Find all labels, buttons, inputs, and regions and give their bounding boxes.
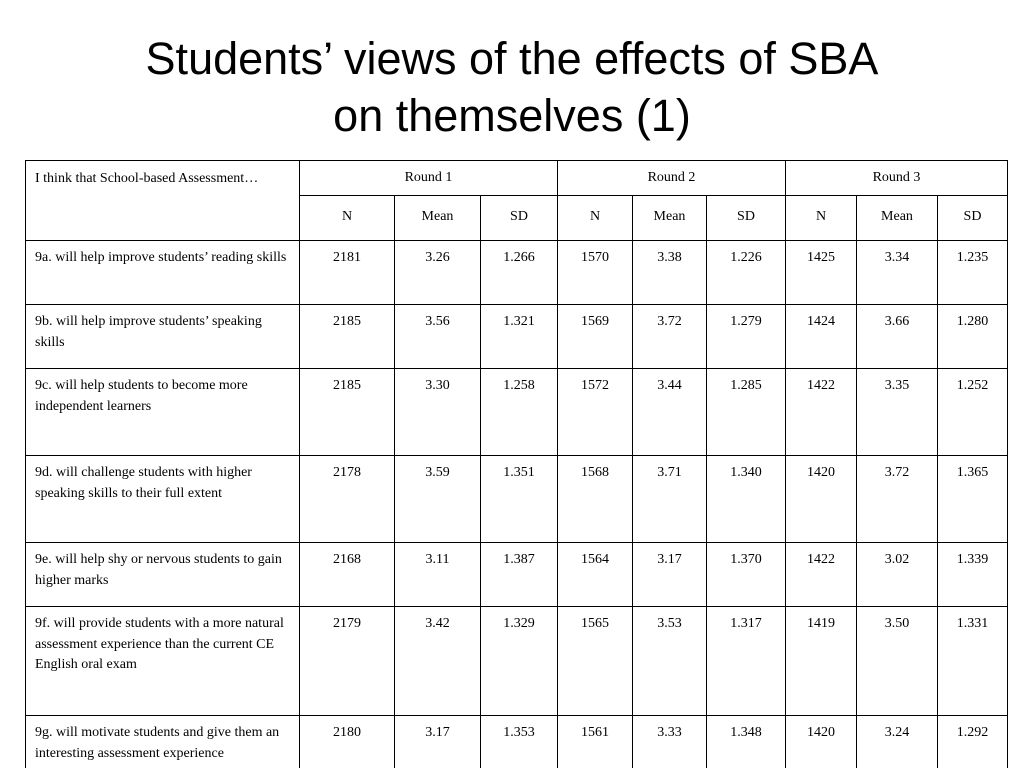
- cell-mean: 3.24: [857, 716, 938, 768]
- round-3-header: Round 3: [786, 161, 1008, 196]
- cell-n: 1564: [558, 543, 633, 607]
- cell-sd: 1.365: [938, 456, 1008, 543]
- cell-sd: 1.387: [481, 543, 558, 607]
- row-label: 9e. will help shy or nervous students to gain higher marks: [26, 543, 300, 607]
- cell-n: 1425: [786, 241, 857, 305]
- cell-n: 1424: [786, 305, 857, 369]
- cell-n: 1561: [558, 716, 633, 768]
- cell-n: 2168: [300, 543, 395, 607]
- cell-sd: 1.285: [707, 369, 786, 456]
- cell-mean: 3.44: [633, 369, 707, 456]
- cell-sd: 1.339: [938, 543, 1008, 607]
- cell-sd: 1.226: [707, 241, 786, 305]
- cell-n: 2185: [300, 305, 395, 369]
- col-header-n: N: [558, 196, 633, 241]
- cell-sd: 1.331: [938, 607, 1008, 716]
- cell-mean: 3.34: [857, 241, 938, 305]
- row-label: 9b. will help improve students’ speaking skills: [26, 305, 300, 369]
- col-header-mean: Mean: [857, 196, 938, 241]
- col-header-n: N: [786, 196, 857, 241]
- col-header-mean: Mean: [395, 196, 481, 241]
- table-row: [26, 369, 1008, 456]
- cell-mean: 3.33: [633, 716, 707, 768]
- cell-sd: 1.348: [707, 716, 786, 768]
- cell-sd: 1.370: [707, 543, 786, 607]
- col-header-n: N: [300, 196, 395, 241]
- row-label: 9g. will motivate students and give them an interesting assessment experience: [26, 716, 300, 768]
- cell-n: 1420: [786, 716, 857, 768]
- cell-mean: 3.72: [857, 456, 938, 543]
- cell-n: 1422: [786, 543, 857, 607]
- cell-sd: 1.317: [707, 607, 786, 716]
- row-label: 9a. will help improve students’ reading skills: [26, 241, 300, 305]
- cell-sd: 1.292: [938, 716, 1008, 768]
- cell-sd: 1.235: [938, 241, 1008, 305]
- cell-mean: 3.02: [857, 543, 938, 607]
- cell-n: 2185: [300, 369, 395, 456]
- results-table: [25, 160, 1008, 768]
- cell-sd: 1.258: [481, 369, 558, 456]
- col-header-sd: SD: [938, 196, 1008, 241]
- cell-sd: 1.279: [707, 305, 786, 369]
- cell-mean: 3.17: [395, 716, 481, 768]
- col-header-sd: SD: [707, 196, 786, 241]
- cell-n: 1572: [558, 369, 633, 456]
- round-2-header: Round 2: [558, 161, 786, 196]
- cell-mean: 3.59: [395, 456, 481, 543]
- cell-sd: 1.329: [481, 607, 558, 716]
- cell-sd: 1.351: [481, 456, 558, 543]
- round-1-header: Round 1: [300, 161, 558, 196]
- cell-mean: 3.35: [857, 369, 938, 456]
- cell-mean: 3.71: [633, 456, 707, 543]
- cell-n: 2179: [300, 607, 395, 716]
- row-label: 9c. will help students to become more independent learners: [26, 369, 300, 456]
- cell-mean: 3.30: [395, 369, 481, 456]
- cell-mean: 3.42: [395, 607, 481, 716]
- cell-n: 1570: [558, 241, 633, 305]
- row-label: 9d. will challenge students with higher speaking skills to their full extent: [26, 456, 300, 543]
- cell-n: 1420: [786, 456, 857, 543]
- slide-title-line-2: on themselves (1): [333, 90, 691, 141]
- table-row: [26, 305, 1008, 369]
- row-label: 9f. will provide students with a more natural assessment experience than the current CE English oral exam: [26, 607, 300, 716]
- cell-mean: 3.26: [395, 241, 481, 305]
- slide-title: [0, 30, 1024, 144]
- cell-mean: 3.56: [395, 305, 481, 369]
- cell-sd: 1.266: [481, 241, 558, 305]
- cell-sd: 1.280: [938, 305, 1008, 369]
- question-header: I think that School-based Assessment…: [26, 161, 300, 241]
- cell-n: 1569: [558, 305, 633, 369]
- cell-mean: 3.53: [633, 607, 707, 716]
- cell-n: 1422: [786, 369, 857, 456]
- cell-mean: 3.66: [857, 305, 938, 369]
- cell-n: 1565: [558, 607, 633, 716]
- cell-sd: 1.321: [481, 305, 558, 369]
- cell-n: 1568: [558, 456, 633, 543]
- cell-mean: 3.50: [857, 607, 938, 716]
- cell-mean: 3.17: [633, 543, 707, 607]
- table-row: [26, 607, 1008, 716]
- table-row: [26, 456, 1008, 543]
- cell-mean: 3.38: [633, 241, 707, 305]
- cell-n: 2180: [300, 716, 395, 768]
- col-header-mean: Mean: [633, 196, 707, 241]
- cell-sd: 1.252: [938, 369, 1008, 456]
- table-row: [26, 716, 1008, 768]
- col-header-sd: SD: [481, 196, 558, 241]
- cell-mean: 3.11: [395, 543, 481, 607]
- cell-n: 1419: [786, 607, 857, 716]
- header-row-rounds: [26, 161, 1008, 196]
- table-row: [26, 241, 1008, 305]
- slide-title-line-1: Students’ views of the effects of SBA: [145, 33, 879, 84]
- cell-n: 2178: [300, 456, 395, 543]
- cell-sd: 1.340: [707, 456, 786, 543]
- cell-n: 2181: [300, 241, 395, 305]
- cell-mean: 3.72: [633, 305, 707, 369]
- table-row: [26, 543, 1008, 607]
- cell-sd: 1.353: [481, 716, 558, 768]
